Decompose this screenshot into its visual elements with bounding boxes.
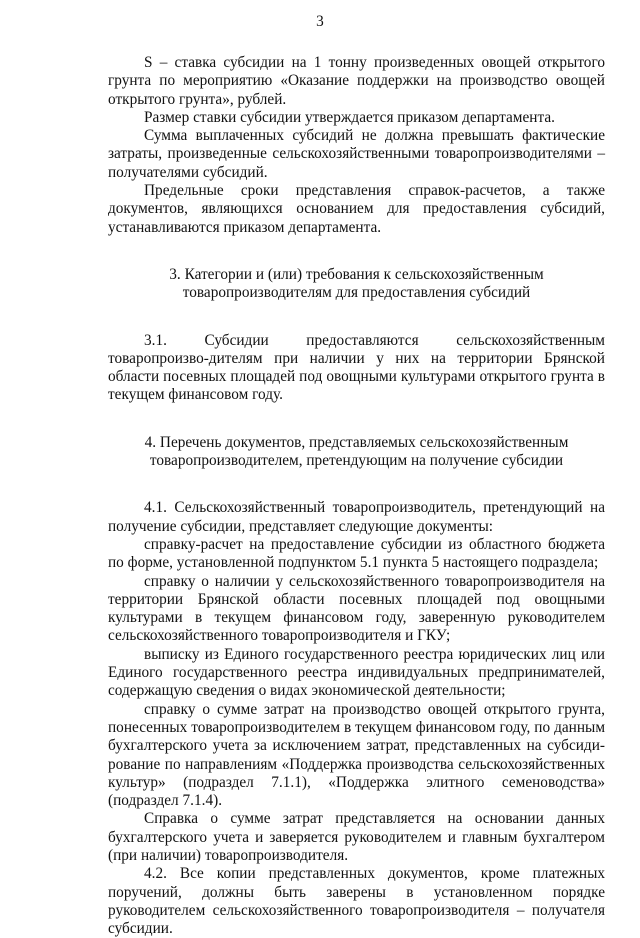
section-3-paragraph: 3.1. Субсидии предоставляются сельскохозяйственным товаропроизво-дителям при наличии у них на территории Брянской области посевных площадей под овощными культурами открытого грунта в текущем финансовом году. bbox=[108, 331, 605, 404]
section-4-paragraph: Справка о сумме затрат представляется на основании данных бухгалтерского учета и заверяется руководителем и главным бухгалтером (при наличии) товаропроизводителя. bbox=[108, 810, 605, 864]
section-4-paragraph: выписку из Единого государственного реестра юридических лиц или Единого государственного реестра индивидуальных предпринимателей, содержащую сведения о видах экономической деятельности; bbox=[108, 645, 605, 700]
section-3-heading bbox=[108, 266, 605, 303]
document-body bbox=[108, 54, 605, 938]
section-3-heading-line: 3. Категории и (или) требования к сельскохозяйственным bbox=[169, 265, 544, 283]
page-number: 3 bbox=[316, 13, 324, 30]
intro-paragraph: Предельные сроки представления справок-расчетов, а также документов, являющихся основанием для предоставления субсидий, устанавливаются приказом департамента. bbox=[108, 182, 605, 236]
section-4-paragraph: справку-расчет на предоставление субсидии из областного бюджета по форме, установленной подпунктом 5.1 пункта 5 настоящего подраздела; bbox=[108, 535, 605, 572]
intro-paragraph: Сумма выплаченных субсидий не должна превышать фактические затраты, произведенные сельскохозяйственными товаропроизводителями – получателями субсидий. bbox=[108, 127, 605, 181]
intro-paragraph: S – ставка субсидии на 1 тонну произведенных овощей открытого грунта по мероприятию «Оказание поддержки на производство овощей открытого грунта», рублей. bbox=[108, 54, 605, 108]
intro-paragraph: Размер ставки субсидии утверждается приказом департамента. bbox=[144, 108, 555, 126]
section-3-heading-line: товаропроизводителям для предоставления субсидий bbox=[182, 284, 531, 302]
section-4-heading-line: 4. Перечень документов, представляемых сельскохозяйственным bbox=[144, 433, 569, 451]
section-4-paragraph: справку о сумме затрат на производство овощей открытого грунта, понесенных товаропроизводителем в текущем финансовом году, по данным бухгалтерского учета за исключением затрат, представленных на субсиди-рование по направлениям «Поддержка производства сельскохозяйственных культур» (подраздел 7.1.1), «Поддержка элитного семеноводства» (подраздел 7.1.4). bbox=[108, 700, 605, 810]
section-4-paragraph: 4.2. Все копии представленных документов, кроме платежных поручений, должны быть заверены в установленном порядке руководителем сельскохозяйственного товаропроизводителя – получателя субсидии. bbox=[108, 865, 605, 938]
section-4-paragraph: справку о наличии у сельскохозяйственного товаропроизводителя на территории Брянской области посевных площадей под овощными культурами в текущем финансовом году, заверенную руководителем сельскохозяйственного товаропроизводителя и ГКУ; bbox=[108, 572, 605, 645]
section-4-heading bbox=[108, 434, 605, 471]
section-4-paragraph: 4.1. Сельскохозяйственный товаропроизводитель, претендующий на получение субсидии, представляет следующие документы: bbox=[108, 499, 605, 535]
section-4-heading-line: товаропроизводителем, претендующим на получение субсидии bbox=[149, 452, 564, 470]
